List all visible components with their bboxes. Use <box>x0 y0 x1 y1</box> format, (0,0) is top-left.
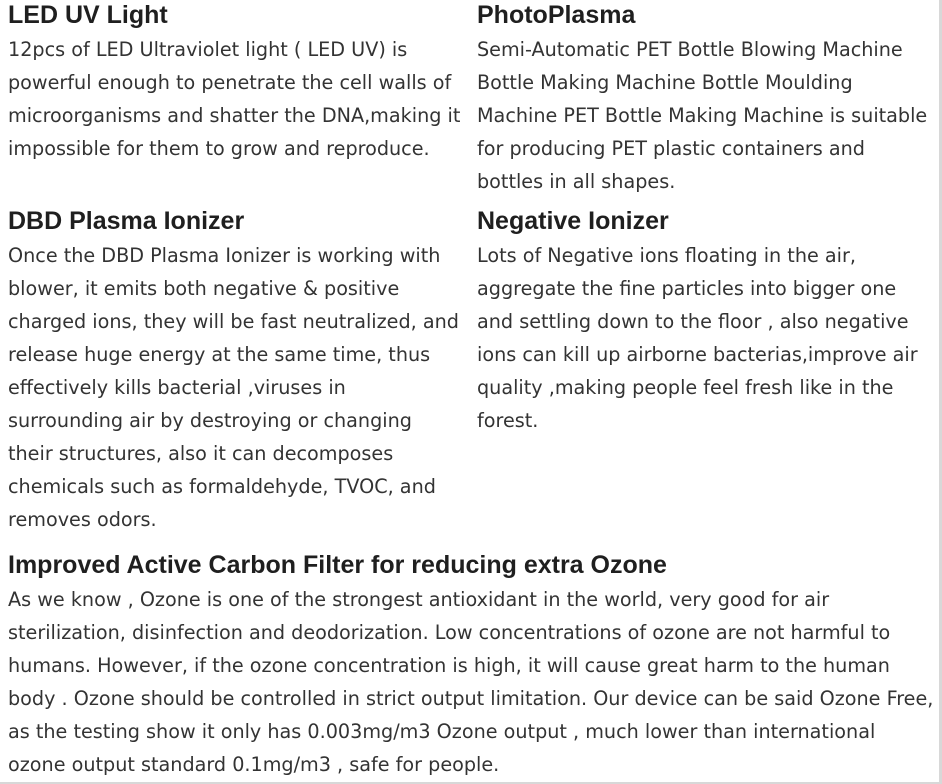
carbon-filter-heading: Improved Active Carbon Filter for reducing extra Ozone <box>8 551 667 579</box>
led-uv-heading: LED UV Light <box>8 1 168 29</box>
dbd-plasma-section <box>8 206 460 536</box>
dbd-plasma-heading: DBD Plasma Ionizer <box>8 207 245 235</box>
photoplasma-heading: PhotoPlasma <box>477 1 636 29</box>
carbon-filter-section <box>8 550 938 781</box>
negative-ionizer-section <box>477 206 937 437</box>
negative-ionizer-description: Lots of Negative ions floating in the air, aggregate the fine particles into bigger one and settling down to the floor , also negative ions can kill up airborne bacterias,improve air quality ,making people feel fresh like in the forest. <box>477 244 918 432</box>
carbon-filter-description: As we know , Ozone is one of the strongest antioxidant in the world, very good for air sterilization, disinfection and deodorization. Low concentrations of ozone are not harmful to humans. However, if the ozone concentration is high, it will cause great harm to the human body . Ozone should be controlled in strict output limitation. Our device can be said Ozone Free, as the testing show it only has 0.003mg/m3 Ozone output , much lower than international ozone output standard 0.1mg/m3 , safe for people. <box>8 588 934 776</box>
photoplasma-section <box>477 0 937 198</box>
dbd-plasma-description: Once the DBD Plasma Ionizer is working with blower, it emits both negative & positive charged ions, they will be fast neutralized, and release huge energy at the same time, thus effectively kills bacterial ,viruses in surrounding air by destroying or changing their structures, also it can decomposes chemicals such as formaldehyde, TVOC, and removes odors. <box>8 244 459 531</box>
negative-ionizer-heading: Negative Ionizer <box>477 207 669 235</box>
photoplasma-description: Semi-Automatic PET Bottle Blowing Machine Bottle Making Machine Bottle Moulding Machine PET Bottle Making Machine is suitable for producing PET plastic containers and bottles in all shapes. <box>477 38 928 193</box>
led-uv-description: 12pcs of LED Ultraviolet light ( LED UV) is powerful enough to penetrate the cell walls of microorganisms and shatter the DNA,making it impossible for them to grow and reproduce. <box>8 38 461 160</box>
led-uv-section <box>8 0 470 165</box>
